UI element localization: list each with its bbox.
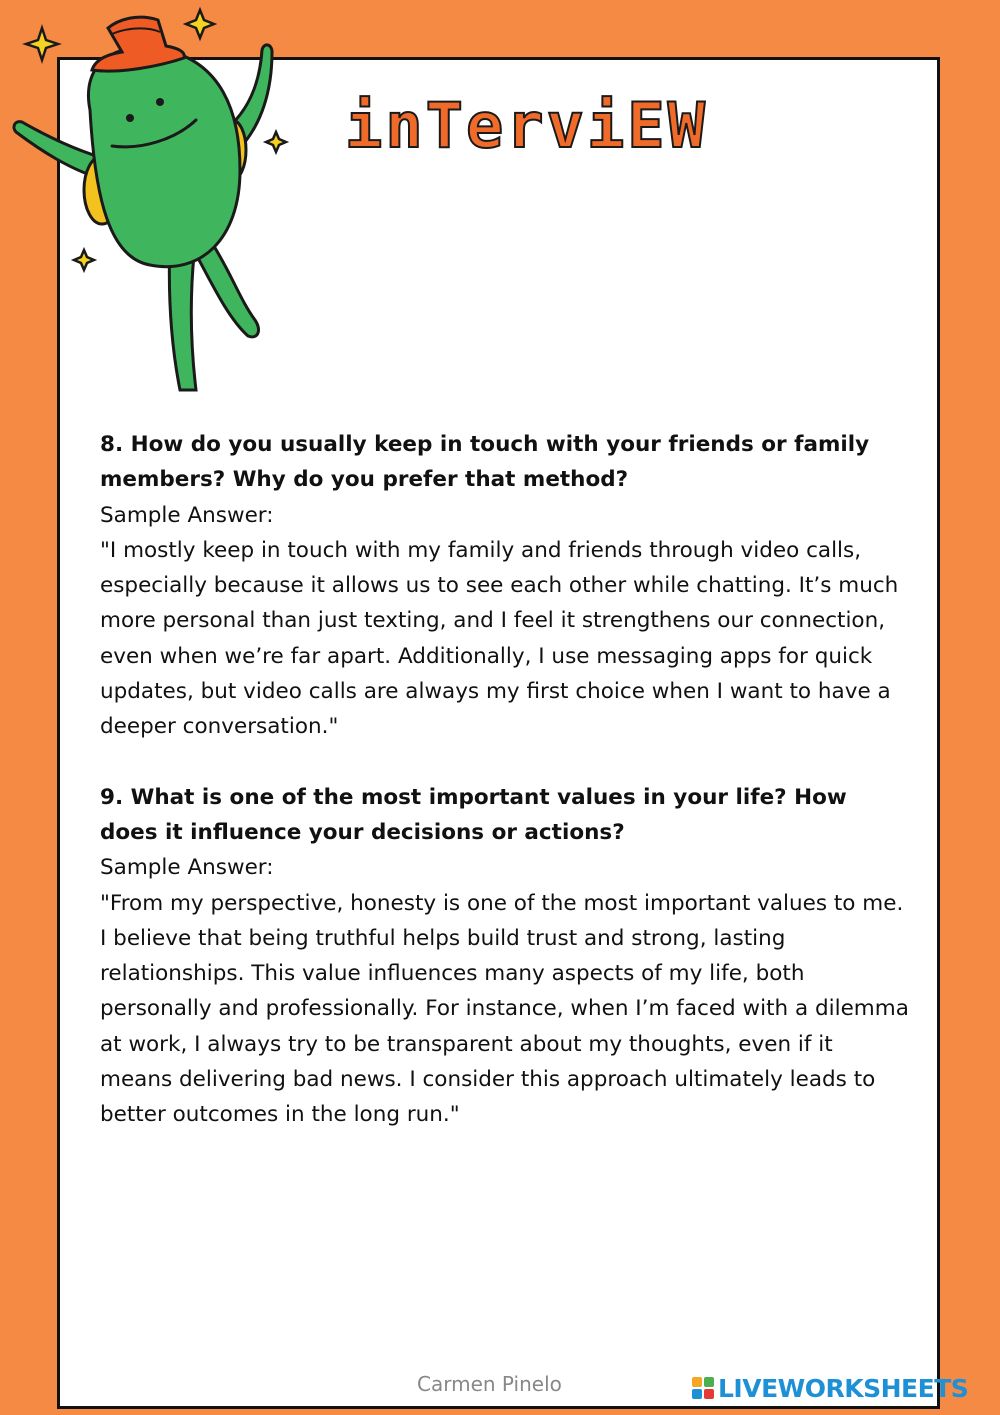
question-text: 9. What is one of the most important values in your life? How does it influence your decisions or actions? — [100, 784, 847, 845]
mascot-illustration — [0, 0, 330, 410]
sample-answer-label: Sample Answer: — [100, 855, 274, 881]
sparkle-icon — [74, 250, 94, 270]
page-title: inTerviEW — [345, 89, 708, 162]
interview-content — [100, 427, 910, 1133]
brand-name: LIVEWORKSHEETS — [718, 1373, 969, 1403]
sparkle-icon — [186, 10, 214, 38]
liveworksheets-brand[interactable] — [692, 1375, 968, 1401]
answer-text: "I mostly keep in touch with my family and friends through video calls, especially because it allows us to see each other while chatting. It’s much more personal than just texting, and I feel it strengthens our connection, even when we’re far apart. Additionally, I use messaging apps for quick updates, but video calls are always my first choice when I want to have a deeper conversation." — [100, 537, 899, 740]
question-block — [100, 780, 910, 1133]
author-credit: Carmen Pinelo — [417, 1372, 562, 1396]
question-block — [100, 427, 910, 745]
liveworksheets-logo-icon — [692, 1377, 714, 1399]
sample-answer-label: Sample Answer: — [100, 502, 274, 528]
sparkle-icon — [266, 132, 286, 152]
hat-icon — [92, 17, 184, 71]
question-text: 8. How do you usually keep in touch with your friends or family members? Why do you prefer that method? — [100, 432, 870, 493]
sparkle-icon — [26, 28, 58, 60]
answer-text: "From my perspective, honesty is one of the most important values to me. I believe that being truthful helps build trust and strong, lasting relationships. This value influences many aspects of my life, both personally and professionally. For instance, when I’m faced with a dilemma at work, I always try to be transparent about my thoughts, even if it means delivering bad news. I consider this approach ultimately leads to better outcomes in the long run." — [100, 890, 909, 1128]
